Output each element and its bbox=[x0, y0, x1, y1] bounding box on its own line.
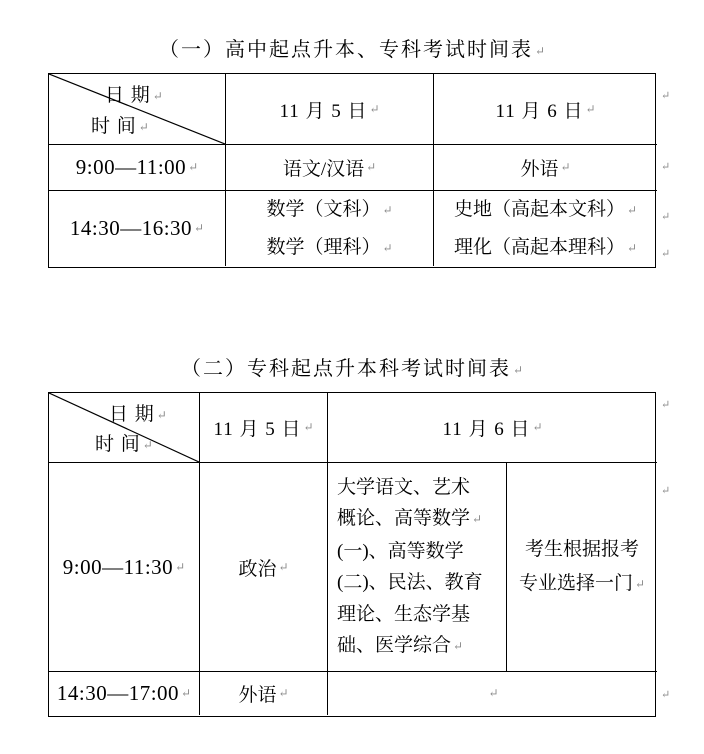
row-end-mark: ↵ bbox=[661, 90, 671, 102]
subject-line: (一)、高等数学 bbox=[337, 540, 464, 562]
table1-row1-nov5: 语文/汉语 ↵ bbox=[226, 145, 434, 191]
section2-title-text: （二）专科起点升本科考试时间表 bbox=[180, 358, 511, 380]
table2-row2-time: 14:30—17:00 ↵ bbox=[49, 672, 200, 715]
table2-header-nov5: 11 月 5 日 ↵ bbox=[200, 393, 328, 463]
table2-header-nov6: 11 月 6 日 ↵ bbox=[328, 393, 657, 463]
table1-row2-nov5 bbox=[226, 191, 434, 266]
paragraph-mark: ↵ bbox=[194, 221, 205, 235]
row-end-mark: ↵ bbox=[661, 485, 671, 497]
paragraph-mark: ↵ bbox=[626, 240, 638, 255]
subject-line: 理化（高起本理科） ↵ bbox=[453, 236, 638, 258]
section1-title-text: （一）高中起点升本、专科考试时间表 bbox=[158, 39, 533, 61]
paragraph-mark: ↵ bbox=[142, 438, 153, 452]
paragraph-mark: ↵ bbox=[453, 639, 464, 653]
table2-row1-nov5: 政治 ↵ bbox=[200, 463, 328, 672]
note-line: 专业选择一门 ↵ bbox=[518, 573, 646, 594]
paragraph-mark: ↵ bbox=[156, 408, 167, 422]
table2-corner-cell bbox=[49, 393, 200, 463]
paragraph-mark: ↵ bbox=[303, 420, 314, 434]
exam-table-1 bbox=[48, 73, 656, 268]
paragraph-mark: ↵ bbox=[488, 686, 499, 700]
row-end-mark: ↵ bbox=[661, 399, 671, 411]
paragraph-mark: ↵ bbox=[560, 160, 571, 174]
table1-corner-cell bbox=[49, 74, 226, 145]
subject-line: 大学语文、艺术 bbox=[337, 476, 471, 498]
paragraph-mark: ↵ bbox=[369, 101, 380, 116]
subject-line: 史地（高起本文科） ↵ bbox=[453, 198, 638, 220]
paragraph-mark: ↵ bbox=[181, 686, 192, 700]
corner-time-label: 时 间 ↵ bbox=[91, 116, 149, 137]
paragraph-mark: ↵ bbox=[472, 512, 483, 526]
paragraph-mark: ↵ bbox=[278, 686, 289, 700]
section2-title bbox=[48, 352, 656, 381]
paragraph-mark: ↵ bbox=[175, 559, 186, 574]
table1-row1-nov6: 外语 ↵ bbox=[434, 145, 657, 191]
corner-date-label: 日 期 ↵ bbox=[109, 404, 167, 425]
paragraph-mark: ↵ bbox=[585, 101, 596, 116]
paragraph-mark: ↵ bbox=[382, 240, 393, 255]
paragraph-mark: ↵ bbox=[366, 160, 377, 174]
corner-date-label: 日 期 ↵ bbox=[105, 85, 163, 106]
subject-line: 理论、生态学基 bbox=[337, 603, 471, 625]
table2-row1-subjects bbox=[328, 463, 507, 672]
table2-row2-nov5: 外语 ↵ bbox=[200, 672, 328, 715]
row-end-mark: ↵ bbox=[661, 211, 671, 223]
section1-title bbox=[48, 33, 656, 62]
exam-table-2 bbox=[48, 392, 656, 717]
table1-row2-time: 14:30—16:30 ↵ bbox=[49, 191, 226, 266]
row-end-mark: ↵ bbox=[661, 248, 671, 260]
subject-line: 数学（文科） ↵ bbox=[266, 198, 393, 220]
paragraph-mark: ↵ bbox=[152, 89, 163, 103]
table2-row1-time: 9:00—11:30 ↵ bbox=[49, 463, 200, 672]
paragraph-mark: ↵ bbox=[382, 202, 393, 217]
table2-row2-empty bbox=[328, 672, 657, 715]
paragraph-mark: ↵ bbox=[534, 44, 546, 58]
paragraph-mark: ↵ bbox=[512, 363, 524, 377]
paragraph-mark: ↵ bbox=[188, 160, 199, 174]
corner-time-label: 时 间 ↵ bbox=[95, 434, 153, 455]
table1-header-nov5: 11 月 5 日 ↵ bbox=[226, 74, 434, 145]
paragraph-mark: ↵ bbox=[278, 559, 289, 574]
subject-line: 数学（理科） ↵ bbox=[266, 236, 393, 258]
table1-row1-time: 9:00—11:00 ↵ bbox=[49, 145, 226, 191]
paragraph-mark: ↵ bbox=[626, 202, 638, 217]
row-end-mark: ↵ bbox=[661, 689, 671, 701]
subject-line: (二)、民法、教育 bbox=[337, 572, 483, 593]
table1-row2-nov6 bbox=[434, 191, 657, 266]
table2-row1-note bbox=[507, 463, 657, 672]
paragraph-mark: ↵ bbox=[634, 577, 646, 591]
paragraph-mark: ↵ bbox=[532, 420, 543, 434]
note-line: 考生根据报考 bbox=[524, 539, 639, 560]
row-end-mark: ↵ bbox=[661, 161, 671, 173]
subject-line: 础、医学综合 ↵ bbox=[337, 635, 464, 656]
paragraph-mark: ↵ bbox=[138, 120, 149, 134]
table1-header-nov6: 11 月 6 日 ↵ bbox=[434, 74, 657, 145]
subject-line: 概论、高等数学 ↵ bbox=[337, 508, 483, 529]
